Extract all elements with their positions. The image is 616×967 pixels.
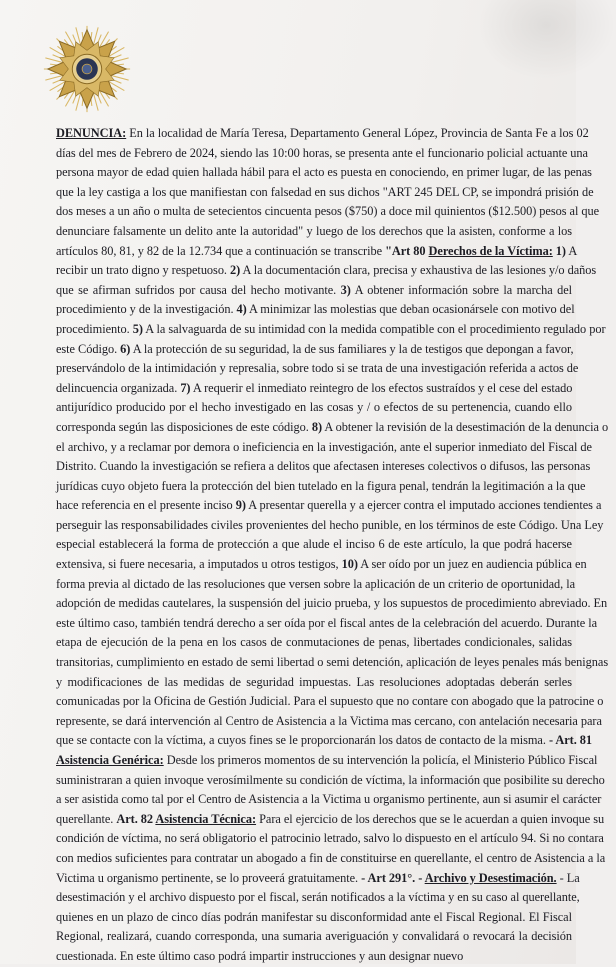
text-segment: el archivo, y a reclamar por demora o ineficiencia en la investigación, ante el superior inmediato del Fiscal de xyxy=(56,439,592,454)
text-segment: A obtener información sobre la marcha del xyxy=(350,282,572,297)
text-line xyxy=(56,790,602,810)
text-segment: que se contacte con la víctima, a cuyos fines se le proporcionarán los datos de contacto de la misma. xyxy=(56,733,549,748)
text-line xyxy=(56,535,572,555)
text-segment: días del mes de Febrero de 2024, siendo las 10:00 horas, se presenta ante el funcionario policial actuante una xyxy=(56,145,588,160)
text-segment: con medios suficientes para contratar un abogado a fin de constituirse en querellante, el centro de Asistencia a la xyxy=(56,850,606,865)
text-line xyxy=(56,438,592,458)
text-segment: preservándolo de la intimidación y represalia, sobre todo si se trata de una investigación referida a actos de xyxy=(56,361,579,376)
text-segment: corresponda según las disposiciones de este código. xyxy=(56,419,312,434)
text-line xyxy=(56,379,572,399)
text-line xyxy=(56,751,598,771)
text-segment: transitorias, cumplimiento en estado de semi libertad o semi detención, aplicación de leyes penales más benignas xyxy=(56,655,609,670)
corner-shadow xyxy=(476,0,616,80)
text-segment: jurídicas cuyo objeto fuera la protección del bien tutelado en la figura penal, tendrán la legitimación a la que xyxy=(56,478,586,493)
text-segment: dos meses a un año o multa de setecientos cincuenta pesos ($750) a doce mil quinientos ($12.500) pesos al que xyxy=(56,204,600,219)
text-line xyxy=(56,340,572,360)
text-segment: procedimiento. xyxy=(56,321,133,336)
bold-text: - Art 291°. - xyxy=(361,870,425,885)
text-line xyxy=(56,712,602,732)
bold-text: 5) xyxy=(132,321,143,336)
text-line xyxy=(56,829,604,849)
text-segment: desestimación y el archivo dispuesto por el fiscal, serán notificados a la víctima y en su caso al querellante, xyxy=(56,890,580,905)
bold-text: Art. 82 xyxy=(116,811,156,826)
text-segment: a ser asistida como tal por el Centro de Asistencia a la Victima u organismo pertinente, aun si asumir el carácter xyxy=(56,792,602,807)
text-line xyxy=(56,810,605,830)
text-segment: En la localidad de María Teresa, Departamento General López, Provincia de Santa Fe a los 02 xyxy=(126,126,589,140)
bold-text: 10) xyxy=(341,557,358,572)
bold-text: 6) xyxy=(120,341,131,356)
text-line xyxy=(56,575,576,595)
text-line xyxy=(56,202,600,222)
text-segment: hace referencia en el presente inciso xyxy=(56,498,236,513)
text-line xyxy=(56,869,580,889)
text-segment: especial establecerá la forma de protección a que alude el inciso 6 de este artículo, la que podrá hacerse xyxy=(56,537,572,552)
text-line xyxy=(56,555,587,575)
text-line xyxy=(56,457,591,477)
text-segment: y modificaciones de las medidas de seguridad impuestas. Las resoluciones adoptadas deberán serles xyxy=(56,674,572,689)
bold-text: 9) xyxy=(235,498,246,513)
text-line xyxy=(56,222,572,242)
text-segment: A xyxy=(565,243,578,258)
police-star-badge-icon xyxy=(38,20,136,118)
underlined-heading: Archivo y Desestimación. xyxy=(424,870,557,885)
text-segment: artículos 80, 81, y 82 de la 12.734 que a continuación se transcribe xyxy=(56,243,386,258)
text-segment: A ser oído por un juez en audiencia pública en xyxy=(357,557,587,572)
text-segment: Distrito. Cuando la investigación se refiera a delitos que afectasen intereses colectivos o difusos, las personas xyxy=(56,459,591,474)
text-segment: A la protección de su seguridad, la de sus familiares y la de testigos que depongan a favor, xyxy=(130,341,574,356)
text-segment: Regional, realizará, cuando corresponda, una sumaria averiguación y convalidará o revocará la decisión xyxy=(56,929,572,944)
text-segment: que la ley castiga a los que manifiestan con falsedad en sus dichos "ART 245 DEL CP, se impondrá prisión de xyxy=(56,184,594,199)
text-line xyxy=(56,947,572,967)
text-line xyxy=(56,320,606,340)
text-line xyxy=(56,359,579,379)
text-segment: forma previa al dictado de las resoluciones que versen sobre la aplicación de un criterio de oportunidad, la xyxy=(56,576,576,591)
text-segment: A requerir el inmediato reintegro de los efectos sustraídos y el cese del estado xyxy=(190,380,573,395)
bold-text: "Art 80 xyxy=(385,243,429,258)
text-line xyxy=(56,594,608,614)
text-segment: perseguir las responsabilidades civiles provenientes del hecho punible, en los términos de este Código. Una Ley xyxy=(56,517,604,532)
bold-text: 1) xyxy=(552,243,566,258)
text-line xyxy=(56,516,604,536)
text-segment: Para el ejercicio de los derechos que se le acuerdan a quien invoque su xyxy=(256,811,605,826)
text-segment: antijurídico producido por el hecho investigado en las cosas y / o efectos de su pertenencia, cuando ello xyxy=(56,400,572,415)
text-line xyxy=(56,242,578,262)
text-line xyxy=(56,692,604,712)
text-segment: suministraran a quien invoque verosímilmente su condición de víctima, la información que posibilite su derecho xyxy=(56,772,605,787)
text-line xyxy=(56,144,588,164)
text-segment: este Código. xyxy=(56,341,121,356)
text-segment: Desde los primeros momentos de su intervención la policía, el Ministerio Público Fiscal xyxy=(163,753,598,767)
complaint-text xyxy=(56,124,609,967)
text-segment: querellante. xyxy=(56,811,117,826)
text-line xyxy=(56,124,589,144)
text-line xyxy=(56,183,594,203)
text-line xyxy=(56,281,572,301)
text-segment: denunciare falsamente un delito ante la autoridad" y luego de los derechos que la asisten, conforme a los xyxy=(56,223,572,238)
text-line xyxy=(56,927,572,947)
text-line xyxy=(56,418,609,438)
text-line xyxy=(56,300,575,320)
text-segment: persona mayor de edad quien hallada hábil para el acto es puesta en conociendo, en primer lugar, de las penas xyxy=(56,165,592,180)
text-segment: A obtener la revisión de la desestimación de la denuncia o xyxy=(322,419,609,434)
underlined-heading: Asistencia Genérica: xyxy=(56,753,164,767)
text-segment: A minimizar las molestias que deban ocasionársele con motivo del xyxy=(246,302,575,317)
text-segment: A la documentación clara, precisa y exhaustiva de las lesiones y/o daños xyxy=(240,263,597,278)
text-segment: represente, se dará intervención al Centro de Asistencia a la Victima mas cercano, con antelación necesaria para xyxy=(56,713,602,728)
text-segment: quienes en un plazo de cinco días podrán manifestar su disconformidad ante el Fiscal Regional. El Fiscal xyxy=(56,909,572,924)
text-segment: comunicadas por la Oficina de Gestión Judicial. Para el supuesto que no contare con abogado que la patrocine o xyxy=(56,694,604,709)
text-line xyxy=(56,653,609,673)
text-segment: extensiva, si fuere necesaria, a imputados u otros testigos, xyxy=(56,557,342,572)
text-line xyxy=(56,398,572,418)
bold-text: - Art. 81 xyxy=(548,733,593,748)
text-line xyxy=(56,771,605,791)
bold-text: 4) xyxy=(236,302,247,317)
text-segment: Victima u organismo pertinente, se lo proveerá gratuitamente. xyxy=(56,870,362,885)
text-segment: A presentar querella y a ejercer contra el imputado acciones tendientes a xyxy=(245,498,602,513)
text-line xyxy=(56,477,586,497)
text-line xyxy=(56,908,572,928)
bold-text: 8) xyxy=(311,419,323,434)
text-segment: condición de víctima, no será obligatorio el patrocinio letrado, salvo lo dispuesto en el artículo 94. Si no contara xyxy=(56,831,604,846)
bold-text: 7) xyxy=(180,380,191,395)
text-line xyxy=(56,673,572,693)
text-segment: cuestionada. En este último caso podrá impartir instrucciones y aun designar nuevo xyxy=(56,948,464,963)
text-line xyxy=(56,731,593,751)
bold-text: 2) xyxy=(230,263,241,278)
underlined-heading: Asistencia Técnica: xyxy=(155,811,257,826)
text-segment: recibir un trato digno y respetuoso. xyxy=(56,263,231,278)
text-line xyxy=(56,163,592,183)
text-segment: procedimiento y de la investigación. xyxy=(56,302,237,317)
text-line xyxy=(56,633,572,653)
text-segment: que se afirman sufridos por causa del hecho motivante. xyxy=(56,282,341,297)
text-line xyxy=(56,261,597,281)
text-line xyxy=(56,614,598,634)
text-segment: delincuencia organizada. xyxy=(56,380,181,395)
text-line xyxy=(56,888,580,908)
bold-text: 3) xyxy=(340,282,351,297)
text-segment: este último caso, también tendrá derecho a ser oída por el fiscal antes de la celebración del acuerdo. Durante la xyxy=(56,615,598,630)
underlined-heading: Derechos de la Víctima: xyxy=(428,243,553,258)
text-line xyxy=(56,849,606,869)
text-segment: - La xyxy=(556,870,580,885)
text-segment: etapa de ejecución de la pena en los casos de conmutaciones de penas, libertades condicionales, salidas xyxy=(56,635,572,650)
text-segment: adopción de medidas cautelares, la suspensión del juicio prueba, y los supuestos de procedimiento abreviado. En xyxy=(56,596,608,611)
text-line xyxy=(56,496,602,516)
text-segment: A la salvaguarda de su intimidad con la medida compatible con el procedimiento regulado por xyxy=(142,321,606,336)
underlined-heading: DENUNCIA: xyxy=(56,126,127,140)
